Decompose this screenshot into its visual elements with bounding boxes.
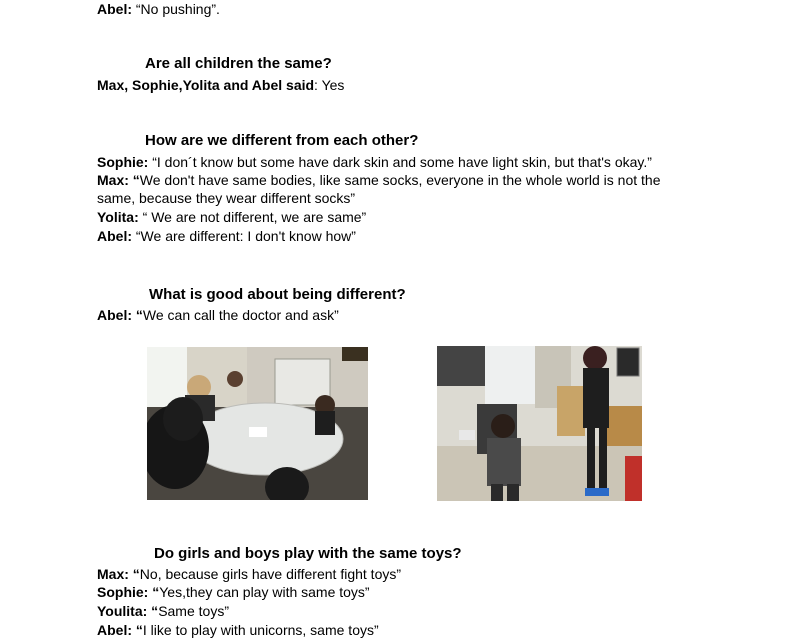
answer-text: We can call the doctor and ask” [142, 307, 339, 323]
speaker-name: Abel: “ [97, 622, 143, 638]
speaker-name: Max, Sophie,Yolita and Abel said [97, 77, 315, 93]
speaker-name: Max: “ [97, 172, 140, 188]
answer-text: Same toys” [158, 603, 229, 619]
answer-line [97, 76, 344, 94]
question-heading: Are all children the same? [145, 55, 332, 72]
answer-line [97, 602, 229, 620]
classroom-standing-photo [437, 346, 642, 501]
speaker-name: Abel: “ [97, 307, 143, 323]
answer-line [97, 565, 401, 583]
answer-text: same, because they wear different socks” [97, 190, 356, 206]
speaker-name: Sophie: [97, 154, 149, 170]
speaker-name: Abel: [97, 228, 132, 244]
answer-text: : Yes [314, 77, 345, 93]
speaker-name: Abel: [97, 1, 132, 17]
classroom-table-photo [147, 347, 368, 500]
speaker-name: Max: “ [97, 566, 140, 582]
answer-line [97, 227, 356, 245]
answer-text: “No pushing”. [132, 1, 220, 17]
speaker-name: Sophie: “ [97, 584, 160, 600]
answer-line [97, 208, 366, 226]
question-heading: What is good about being different? [149, 286, 406, 303]
answer-line [97, 153, 652, 171]
answer-line [97, 171, 660, 189]
speaker-name: Youlita: “ [97, 603, 159, 619]
answer-text: No, because girls have different fight toys” [139, 566, 402, 582]
speaker-name: Yolita: [97, 209, 139, 225]
answer-text: I like to play with unicorns, same toys” [142, 622, 379, 638]
answer-text: Yes,they can play with same toys” [159, 584, 370, 600]
answer-line [97, 189, 355, 207]
answer-text: “We are different: I don't know how” [132, 228, 356, 244]
question-heading: How are we different from each other? [145, 132, 419, 149]
answer-text: “I don´t know but some have dark skin and some have light skin, but that's okay.” [148, 154, 652, 170]
answer-text: “ We are not different, we are same” [138, 209, 367, 225]
answer-line [97, 0, 220, 18]
answer-line [97, 306, 339, 324]
answer-text: We don't have same bodies, like same socks, everyone in the whole world is not the [139, 172, 661, 188]
answer-line [97, 583, 370, 601]
question-heading: Do girls and boys play with the same toys? [154, 545, 462, 562]
answer-line [97, 621, 379, 639]
